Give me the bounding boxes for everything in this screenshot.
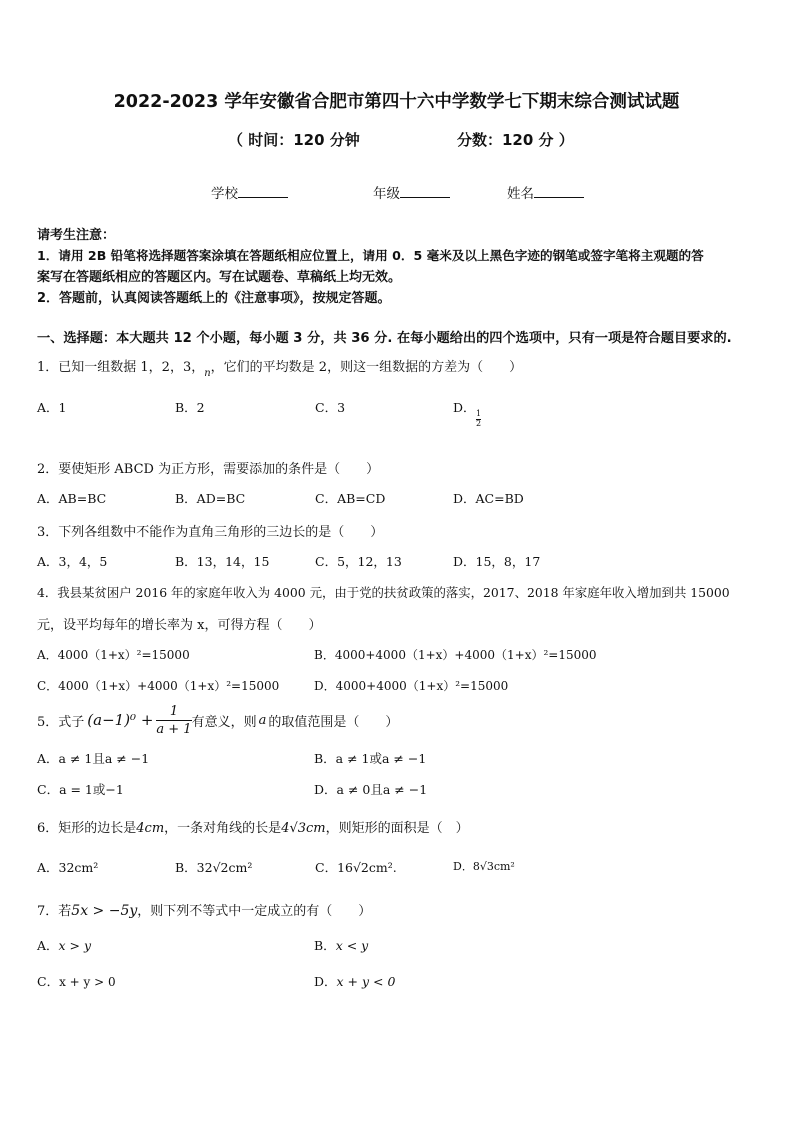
grade-blank <box>400 185 450 198</box>
q6-option-a: A．32cm² <box>37 860 99 875</box>
q4-option-a: A．4000（1+x）²=15000 <box>37 648 190 662</box>
q7-d-label: D． <box>314 974 337 989</box>
name-blank <box>534 185 584 198</box>
q1-option-b: B．2 <box>175 400 205 415</box>
q6-option-d: D．8√3cm² <box>453 860 515 873</box>
q1-d-num: 1 <box>476 409 482 418</box>
q6-stem-a: 6．矩形的边长是 <box>37 821 137 836</box>
q6-stem-c: ，则矩形的面积是（ ） <box>325 821 469 836</box>
section-heading: 一、选择题：本大题共 12 个小题，每小题 3 分，共 36 分. 在每小题给出的四个选项中，只有一项是符合题目要求的. <box>37 331 732 346</box>
question-4-stem-line-2: 元，设平均每年的增长率为 x，可得方程（ ） <box>37 618 322 633</box>
q7-a-label: A． <box>37 938 59 953</box>
q5-option-d: D．a ≠ 0且a ≠ −1 <box>314 782 428 797</box>
q4-option-d: D．4000+4000（1+x）²=15000 <box>314 679 509 693</box>
question-7-stem <box>37 900 371 919</box>
q1-option-a: A．1 <box>37 400 67 415</box>
q7-d-expr: x + y < 0 <box>336 974 396 989</box>
q3-option-b: B．13，14，15 <box>175 554 270 569</box>
q4-option-b: B．4000+4000（1+x）+4000（1+x）²=15000 <box>314 648 597 662</box>
question-6-stem <box>37 817 469 836</box>
q6-option-b: B．32√2cm² <box>175 860 253 875</box>
question-1-stem <box>37 356 523 379</box>
notice-line-3: 2．答题前，认真阅读答题纸上的《注意事项》，按规定答题。 <box>37 291 391 306</box>
q4-option-c: C．4000（1+x）+4000（1+x）²=15000 <box>37 679 280 693</box>
q1-var-n: n <box>204 368 211 379</box>
q7-condition: 5x > −5y <box>71 903 138 919</box>
q5-frac-den: a + 1 <box>156 721 192 737</box>
q1-stem-a: 1．已知一组数据 1，2，3， <box>37 360 205 375</box>
school-blank <box>238 185 288 198</box>
notice-heading: 请考生注意： <box>37 228 116 243</box>
q3-option-d: D．15，8，17 <box>453 554 541 569</box>
school-field <box>211 182 288 202</box>
q7-b-label: B． <box>314 938 336 953</box>
q7-a-expr: x > y <box>58 938 92 953</box>
q6-diagonal: 4√3cm <box>281 821 326 836</box>
q5-expression: (a−1)⁰ + <box>87 711 154 729</box>
name-label: 姓名 <box>507 186 534 202</box>
q7-c-expr: x + y > 0 <box>59 975 116 989</box>
q5-var: a <box>258 712 267 728</box>
q1-option-c: C．3 <box>315 400 346 415</box>
q5-option-a: A．a ≠ 1且a ≠ −1 <box>37 751 150 766</box>
grade-label: 年级 <box>373 186 400 202</box>
school-label: 学校 <box>211 186 238 202</box>
q5-option-c: C．a = 1或−1 <box>37 782 124 797</box>
question-2-stem: 2．要使矩形 ABCD 为正方形，需要添加的条件是（ ） <box>37 462 380 477</box>
q3-option-c: C．5，12，13 <box>315 554 402 569</box>
q1-d-den: 2 <box>476 418 482 428</box>
q6-length: 4cm <box>136 821 165 836</box>
q7-c-label: C． <box>37 974 60 989</box>
q5-option-b: B．a ≠ 1或a ≠ −1 <box>314 751 427 766</box>
q3-option-a: A．3，4，5 <box>37 554 108 569</box>
q5-suffix-a: 有意义，则 <box>191 714 257 730</box>
q1-option-d-fraction <box>476 410 481 429</box>
q5-fraction <box>156 705 191 736</box>
grade-field <box>373 182 450 202</box>
q5-prefix: 5．式子 <box>37 714 85 730</box>
q7-option-c <box>37 972 116 990</box>
notice-line-1: 1．请用 2B 铅笔将选择题答案涂填在答题纸相应位置上，请用 0．5 毫米及以上黑色字迹的钢笔或签字笔将主观题的答 <box>37 248 704 263</box>
q5-suffix-b: 的取值范围是（ ） <box>268 714 399 730</box>
q7-option-a <box>37 936 91 954</box>
q6-option-c: C．16√2cm². <box>315 860 397 875</box>
q7-stem-b: ，则下列不等式中一定成立的有（ ） <box>137 904 372 919</box>
q2-option-b: B．AD=BC <box>175 491 246 506</box>
q5-frac-num: 1 <box>156 705 191 721</box>
page-title: 2022-2023 学年安徽省合肥市第四十六中学数学七下期末综合测试试题 <box>113 92 680 112</box>
q2-option-c: C．AB=CD <box>315 491 386 506</box>
q2-option-a: A．AB=BC <box>37 491 107 506</box>
name-field <box>507 182 584 202</box>
q2-option-d: D．AC=BD <box>453 491 524 506</box>
question-4-stem-line-1: 4．我县某贫困户 2016 年的家庭年收入为 4000 元，由于党的扶贫政策的落实，2017、2018 年家庭年收入增加到共 15000 <box>37 585 730 600</box>
q1-option-d: D． <box>453 400 476 415</box>
q7-option-b <box>314 936 368 954</box>
question-5-stem <box>37 700 398 740</box>
q7-option-d <box>314 972 395 990</box>
exam-time: （ 时间：120 分钟 <box>228 131 360 149</box>
q7-b-expr: x < y <box>335 938 369 953</box>
q1-stem-b: ，它们的平均数是 2，则这一组数据的方差为（ ） <box>210 360 523 375</box>
notice-line-2: 案写在答题纸相应的答题区内。写在试题卷、草稿纸上均无效。 <box>37 270 402 285</box>
q6-stem-b: ，一条对角线的长是 <box>164 821 282 836</box>
q7-stem-a: 7．若 <box>37 904 72 919</box>
question-3-stem: 3．下列各组数中不能作为直角三角形的三边长的是（ ） <box>37 525 384 540</box>
exam-score: 分数：120 分 ） <box>457 131 574 149</box>
